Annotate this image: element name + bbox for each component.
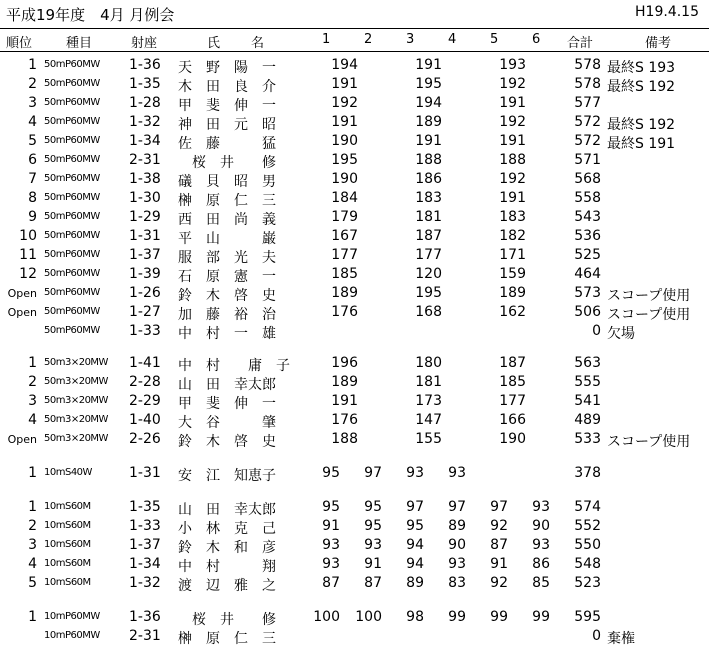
table-row bbox=[0, 94, 709, 113]
score-cell: 93 bbox=[448, 465, 466, 481]
total-cell: 552 bbox=[574, 518, 601, 534]
table-row bbox=[0, 498, 709, 517]
name-cell: 小 林 克 己 bbox=[178, 521, 276, 537]
name-cell: 鈴 木 啓 史 bbox=[178, 434, 276, 450]
note-cell: スコープ使用 bbox=[607, 288, 691, 304]
name-cell: 服 部 光 夫 bbox=[178, 250, 276, 266]
score-cell: 93 bbox=[532, 537, 550, 553]
score-cell: 162 bbox=[499, 304, 526, 320]
score-cell: 92 bbox=[490, 518, 508, 534]
event-cell: 50mP60MW bbox=[44, 230, 100, 241]
col-s5: 5 bbox=[490, 32, 499, 47]
score-cell: 99 bbox=[448, 609, 466, 625]
seat-cell: 1-34 bbox=[129, 133, 161, 149]
col-s6: 6 bbox=[532, 32, 541, 47]
col-s4: 4 bbox=[448, 32, 457, 47]
table-row bbox=[0, 208, 709, 227]
table-row bbox=[0, 373, 709, 392]
col-total: 合計 bbox=[567, 36, 594, 51]
score-cell: 166 bbox=[499, 412, 526, 428]
score-cell: 97 bbox=[490, 499, 508, 515]
score-cell: 195 bbox=[415, 285, 442, 301]
total-cell: 506 bbox=[574, 304, 601, 320]
rank-cell: 1 bbox=[28, 465, 37, 481]
name-cell: 榊 原 仁 三 bbox=[178, 193, 276, 209]
score-cell: 176 bbox=[331, 304, 358, 320]
score-cell: 194 bbox=[415, 95, 442, 111]
score-cell: 167 bbox=[331, 228, 358, 244]
name-cell: 天 野 陽 一 bbox=[178, 60, 276, 76]
score-cell: 185 bbox=[331, 266, 358, 282]
event-cell: 50mP60MW bbox=[44, 268, 100, 279]
rank-cell: 1 bbox=[28, 355, 37, 371]
score-cell: 98 bbox=[406, 609, 424, 625]
score-cell: 97 bbox=[364, 465, 382, 481]
name-cell: 中 村 翔 bbox=[178, 559, 276, 575]
total-cell: 550 bbox=[574, 537, 601, 553]
rank-cell: 8 bbox=[28, 190, 37, 206]
total-cell: 595 bbox=[574, 609, 601, 625]
score-cell: 95 bbox=[406, 518, 424, 534]
score-cell: 97 bbox=[406, 499, 424, 515]
table-row bbox=[0, 189, 709, 208]
seat-cell: 1-41 bbox=[129, 355, 161, 371]
total-cell: 533 bbox=[574, 431, 601, 447]
rank-cell: Open bbox=[7, 287, 37, 300]
event-cell: 10mS60M bbox=[44, 558, 91, 569]
event-cell: 50m3×20MW bbox=[44, 433, 108, 444]
score-cell: 87 bbox=[322, 575, 340, 591]
rank-cell: 3 bbox=[28, 95, 37, 111]
total-cell: 541 bbox=[574, 393, 601, 409]
score-cell: 190 bbox=[499, 431, 526, 447]
event-cell: 50mP60MW bbox=[44, 192, 100, 203]
table-row bbox=[0, 227, 709, 246]
rank-cell: 5 bbox=[28, 133, 37, 149]
total-cell: 543 bbox=[574, 209, 601, 225]
total-cell: 536 bbox=[574, 228, 601, 244]
name-cell: 加 藤 裕 治 bbox=[178, 307, 276, 323]
score-cell: 192 bbox=[331, 95, 358, 111]
score-cell: 183 bbox=[415, 190, 442, 206]
table-row bbox=[0, 430, 709, 449]
score-cell: 195 bbox=[415, 76, 442, 92]
name-cell: 甲 斐 伸 一 bbox=[178, 98, 276, 114]
score-cell: 186 bbox=[415, 171, 442, 187]
seat-cell: 1-31 bbox=[129, 228, 161, 244]
seat-cell: 1-38 bbox=[129, 171, 161, 187]
score-cell: 180 bbox=[415, 355, 442, 371]
table-row bbox=[0, 354, 709, 373]
rank-cell: 2 bbox=[28, 374, 37, 390]
total-cell: 464 bbox=[574, 266, 601, 282]
rank-cell: Open bbox=[7, 306, 37, 319]
score-cell: 90 bbox=[532, 518, 550, 534]
score-cell: 177 bbox=[415, 247, 442, 263]
score-cell: 189 bbox=[331, 374, 358, 390]
col-given: 名 bbox=[251, 36, 265, 51]
score-cell: 185 bbox=[499, 374, 526, 390]
score-cell: 184 bbox=[331, 190, 358, 206]
score-cell: 187 bbox=[415, 228, 442, 244]
table-row bbox=[0, 574, 709, 593]
seat-cell: 1-35 bbox=[129, 76, 161, 92]
score-cell: 87 bbox=[364, 575, 382, 591]
name-cell: 桜 井 修 bbox=[178, 612, 276, 628]
col-surname: 氏 bbox=[207, 36, 221, 51]
rank-cell: 4 bbox=[28, 556, 37, 572]
event-cell: 50mP60MW bbox=[44, 173, 100, 184]
table-row bbox=[0, 536, 709, 555]
seat-cell: 1-36 bbox=[129, 57, 161, 73]
rank-cell: 6 bbox=[28, 152, 37, 168]
table-row bbox=[0, 608, 709, 627]
table-row bbox=[0, 151, 709, 170]
col-event: 種目 bbox=[66, 36, 93, 51]
event-cell: 50mP60MW bbox=[44, 97, 100, 108]
score-cell: 90 bbox=[448, 537, 466, 553]
score-cell: 93 bbox=[448, 556, 466, 572]
name-cell: 桜 井 修 bbox=[178, 155, 276, 171]
score-cell: 177 bbox=[499, 393, 526, 409]
event-cell: 50mP60MW bbox=[44, 154, 100, 165]
report-title: 平成19年度 4月 月例会 bbox=[6, 6, 175, 24]
event-cell: 50mP60MW bbox=[44, 211, 100, 222]
total-cell: 558 bbox=[574, 190, 601, 206]
score-cell: 95 bbox=[364, 518, 382, 534]
score-cell: 97 bbox=[448, 499, 466, 515]
rank-cell: 9 bbox=[28, 209, 37, 225]
note-cell: 棄権 bbox=[607, 631, 635, 647]
seat-cell: 1-37 bbox=[129, 537, 161, 553]
name-cell: 木 田 良 介 bbox=[178, 79, 276, 95]
total-cell: 0 bbox=[592, 323, 601, 339]
col-s1: 1 bbox=[322, 32, 331, 47]
score-cell: 171 bbox=[499, 247, 526, 263]
score-cell: 89 bbox=[406, 575, 424, 591]
total-cell: 523 bbox=[574, 575, 601, 591]
score-cell: 191 bbox=[331, 114, 358, 130]
name-cell: 神 田 元 昭 bbox=[178, 117, 276, 133]
event-cell: 50m3×20MW bbox=[44, 395, 108, 406]
score-cell: 189 bbox=[499, 285, 526, 301]
rank-cell: 7 bbox=[28, 171, 37, 187]
name-cell: 中 村 一 雄 bbox=[178, 326, 276, 342]
name-cell: 石 原 憲 一 bbox=[178, 269, 276, 285]
seat-cell: 1-33 bbox=[129, 518, 161, 534]
note-cell: 最終S 192 bbox=[607, 79, 676, 95]
table-row bbox=[0, 517, 709, 536]
table-row bbox=[0, 132, 709, 151]
score-cell: 83 bbox=[448, 575, 466, 591]
table-row bbox=[0, 411, 709, 430]
rank-cell: 5 bbox=[28, 575, 37, 591]
note-cell: 最終S 191 bbox=[607, 136, 676, 152]
total-cell: 572 bbox=[574, 133, 601, 149]
seat-cell: 1-39 bbox=[129, 266, 161, 282]
rank-cell: 11 bbox=[19, 247, 37, 263]
note-cell: 最終S 192 bbox=[607, 117, 676, 133]
name-cell: 山 田 幸太郎 bbox=[178, 502, 276, 518]
score-cell: 93 bbox=[322, 556, 340, 572]
total-cell: 525 bbox=[574, 247, 601, 263]
report-date: H19.4.15 bbox=[635, 4, 699, 20]
score-cell: 195 bbox=[331, 152, 358, 168]
col-s3: 3 bbox=[406, 32, 415, 47]
note-cell: スコープ使用 bbox=[607, 434, 691, 450]
rank-cell: 3 bbox=[28, 537, 37, 553]
seat-cell: 1-34 bbox=[129, 556, 161, 572]
table-row bbox=[0, 627, 709, 646]
total-cell: 0 bbox=[592, 628, 601, 644]
table-row bbox=[0, 170, 709, 189]
name-cell: 渡 辺 雅 之 bbox=[178, 578, 276, 594]
name-cell: 榊 原 仁 三 bbox=[178, 631, 276, 647]
score-cell: 85 bbox=[532, 575, 550, 591]
event-cell: 10mS60M bbox=[44, 520, 91, 531]
score-cell: 155 bbox=[415, 431, 442, 447]
event-cell: 10mP60MW bbox=[44, 630, 100, 641]
name-cell: 佐 藤 猛 bbox=[178, 136, 276, 152]
name-cell: 山 田 幸太郎 bbox=[178, 377, 276, 393]
total-cell: 555 bbox=[574, 374, 601, 390]
score-cell: 179 bbox=[331, 209, 358, 225]
score-cell: 87 bbox=[490, 537, 508, 553]
name-cell: 鈴 木 和 彦 bbox=[178, 540, 276, 556]
score-cell: 95 bbox=[322, 499, 340, 515]
seat-cell: 1-36 bbox=[129, 609, 161, 625]
note-cell: 欠場 bbox=[607, 326, 635, 342]
rank-cell: 10 bbox=[19, 228, 37, 244]
score-cell: 94 bbox=[406, 556, 424, 572]
rank-cell: 2 bbox=[28, 518, 37, 534]
score-cell: 190 bbox=[331, 171, 358, 187]
score-cell: 191 bbox=[499, 190, 526, 206]
seat-cell: 2-28 bbox=[129, 374, 161, 390]
score-cell: 191 bbox=[331, 76, 358, 92]
score-cell: 190 bbox=[331, 133, 358, 149]
score-cell: 86 bbox=[532, 556, 550, 572]
score-cell: 93 bbox=[364, 537, 382, 553]
table-row bbox=[0, 113, 709, 132]
event-cell: 50mP60MW bbox=[44, 135, 100, 146]
score-cell: 188 bbox=[415, 152, 442, 168]
score-cell: 191 bbox=[331, 393, 358, 409]
event-cell: 50m3×20MW bbox=[44, 414, 108, 425]
score-cell: 99 bbox=[490, 609, 508, 625]
table-row bbox=[0, 284, 709, 303]
note-cell: 最終S 193 bbox=[607, 60, 676, 76]
seat-cell: 1-28 bbox=[129, 95, 161, 111]
column-header-row bbox=[0, 28, 709, 52]
score-cell: 120 bbox=[415, 266, 442, 282]
event-cell: 10mS60M bbox=[44, 539, 91, 550]
name-cell: 安 江 知恵子 bbox=[178, 468, 276, 484]
total-cell: 563 bbox=[574, 355, 601, 371]
score-cell: 187 bbox=[499, 355, 526, 371]
score-cell: 173 bbox=[415, 393, 442, 409]
table-row bbox=[0, 322, 709, 341]
table-row bbox=[0, 56, 709, 75]
score-cell: 189 bbox=[415, 114, 442, 130]
total-cell: 573 bbox=[574, 285, 601, 301]
event-cell: 50mP60MW bbox=[44, 287, 100, 298]
score-cell: 182 bbox=[499, 228, 526, 244]
event-cell: 50mP60MW bbox=[44, 78, 100, 89]
name-cell: 中 村 庸 子 bbox=[178, 358, 290, 374]
score-cell: 91 bbox=[322, 518, 340, 534]
score-cell: 94 bbox=[406, 537, 424, 553]
score-cell: 168 bbox=[415, 304, 442, 320]
event-cell: 50mP60MW bbox=[44, 249, 100, 260]
name-cell: 礒 貝 昭 男 bbox=[178, 174, 276, 190]
name-cell: 大 谷 肇 bbox=[178, 415, 276, 431]
rank-cell: 3 bbox=[28, 393, 37, 409]
table-row bbox=[0, 75, 709, 94]
score-cell: 191 bbox=[415, 133, 442, 149]
report-header bbox=[0, 0, 709, 28]
seat-cell: 2-29 bbox=[129, 393, 161, 409]
score-cell: 181 bbox=[415, 209, 442, 225]
score-cell: 191 bbox=[499, 95, 526, 111]
score-cell: 89 bbox=[448, 518, 466, 534]
score-cell: 181 bbox=[415, 374, 442, 390]
score-cell: 177 bbox=[331, 247, 358, 263]
event-cell: 10mP60MW bbox=[44, 611, 100, 622]
event-cell: 50mP60MW bbox=[44, 116, 100, 127]
table-row bbox=[0, 303, 709, 322]
score-cell: 92 bbox=[490, 575, 508, 591]
table-row bbox=[0, 246, 709, 265]
table-row bbox=[0, 265, 709, 284]
event-cell: 50mP60MW bbox=[44, 325, 100, 336]
score-cell: 176 bbox=[331, 412, 358, 428]
col-rank: 順位 bbox=[6, 36, 33, 51]
seat-cell: 1-40 bbox=[129, 412, 161, 428]
rank-cell: Open bbox=[7, 433, 37, 446]
rank-cell: 12 bbox=[19, 266, 37, 282]
seat-cell: 2-31 bbox=[129, 628, 161, 644]
name-cell: 平 山 巌 bbox=[178, 231, 276, 247]
total-cell: 571 bbox=[574, 152, 601, 168]
seat-cell: 1-26 bbox=[129, 285, 161, 301]
score-cell: 192 bbox=[499, 114, 526, 130]
score-cell: 93 bbox=[406, 465, 424, 481]
rank-cell: 1 bbox=[28, 499, 37, 515]
score-cell: 93 bbox=[532, 499, 550, 515]
table-row bbox=[0, 464, 709, 483]
score-cell: 189 bbox=[331, 285, 358, 301]
name-cell: 西 田 尚 義 bbox=[178, 212, 276, 228]
seat-cell: 2-31 bbox=[129, 152, 161, 168]
total-cell: 489 bbox=[574, 412, 601, 428]
score-cell: 100 bbox=[355, 609, 382, 625]
score-cell: 194 bbox=[331, 57, 358, 73]
note-cell: スコープ使用 bbox=[607, 307, 691, 323]
seat-cell: 1-33 bbox=[129, 323, 161, 339]
event-cell: 10mS60M bbox=[44, 577, 91, 588]
event-cell: 50mP60MW bbox=[44, 59, 100, 70]
seat-cell: 1-29 bbox=[129, 209, 161, 225]
score-cell: 193 bbox=[499, 57, 526, 73]
event-cell: 50m3×20MW bbox=[44, 376, 108, 387]
score-cell: 183 bbox=[499, 209, 526, 225]
score-cell: 100 bbox=[313, 609, 340, 625]
score-cell: 192 bbox=[499, 171, 526, 187]
seat-cell: 1-27 bbox=[129, 304, 161, 320]
score-cell: 95 bbox=[322, 465, 340, 481]
score-cell: 91 bbox=[364, 556, 382, 572]
score-cell: 93 bbox=[322, 537, 340, 553]
score-cell: 188 bbox=[331, 431, 358, 447]
event-cell: 10mS40W bbox=[44, 467, 92, 478]
total-cell: 548 bbox=[574, 556, 601, 572]
total-cell: 578 bbox=[574, 76, 601, 92]
score-cell: 91 bbox=[490, 556, 508, 572]
col-s2: 2 bbox=[364, 32, 373, 47]
rank-cell: 2 bbox=[28, 76, 37, 92]
seat-cell: 1-35 bbox=[129, 499, 161, 515]
total-cell: 568 bbox=[574, 171, 601, 187]
score-cell: 196 bbox=[331, 355, 358, 371]
event-cell: 50mP60MW bbox=[44, 306, 100, 317]
seat-cell: 1-32 bbox=[129, 114, 161, 130]
score-cell: 191 bbox=[415, 57, 442, 73]
name-cell: 鈴 木 啓 史 bbox=[178, 288, 276, 304]
score-cell: 159 bbox=[499, 266, 526, 282]
seat-cell: 2-26 bbox=[129, 431, 161, 447]
score-cell: 188 bbox=[499, 152, 526, 168]
total-cell: 578 bbox=[574, 57, 601, 73]
seat-cell: 1-31 bbox=[129, 465, 161, 481]
table-row bbox=[0, 392, 709, 411]
score-cell: 191 bbox=[499, 133, 526, 149]
event-cell: 10mS60M bbox=[44, 501, 91, 512]
table-row bbox=[0, 555, 709, 574]
col-seat: 射座 bbox=[131, 36, 158, 51]
name-cell: 甲 斐 伸 一 bbox=[178, 396, 276, 412]
rank-cell: 1 bbox=[28, 609, 37, 625]
score-cell: 99 bbox=[532, 609, 550, 625]
total-cell: 574 bbox=[574, 499, 601, 515]
seat-cell: 1-32 bbox=[129, 575, 161, 591]
seat-cell: 1-37 bbox=[129, 247, 161, 263]
total-cell: 577 bbox=[574, 95, 601, 111]
score-cell: 147 bbox=[415, 412, 442, 428]
score-cell: 192 bbox=[499, 76, 526, 92]
rank-cell: 4 bbox=[28, 412, 37, 428]
score-cell: 95 bbox=[364, 499, 382, 515]
rank-cell: 1 bbox=[28, 57, 37, 73]
total-cell: 572 bbox=[574, 114, 601, 130]
event-cell: 50m3×20MW bbox=[44, 357, 108, 368]
rank-cell: 4 bbox=[28, 114, 37, 130]
total-cell: 378 bbox=[574, 465, 601, 481]
col-note: 備考 bbox=[645, 36, 672, 51]
seat-cell: 1-30 bbox=[129, 190, 161, 206]
